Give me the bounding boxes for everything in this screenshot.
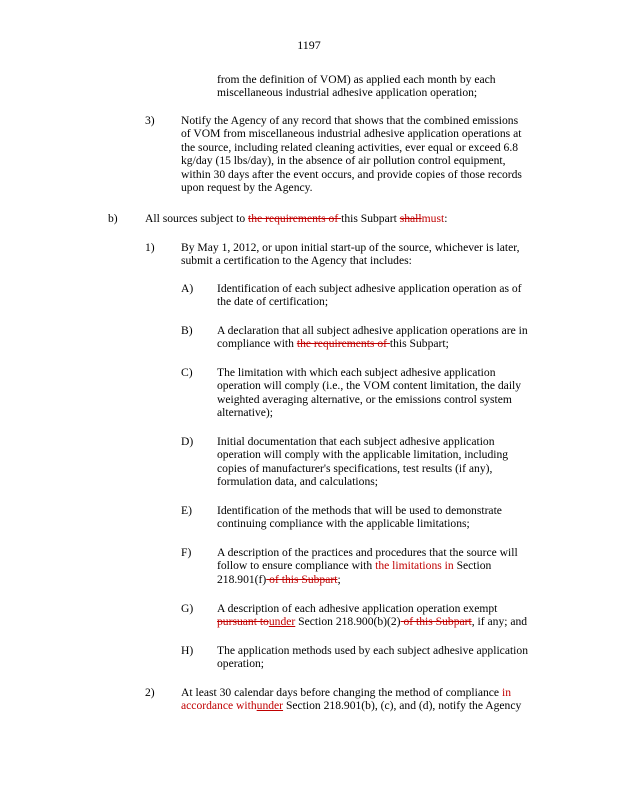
sub-d-label: D) (181, 435, 194, 448)
item-1-text: By May 1, 2012, or upon initial start-up of the source, whichever is later, submit a certification to the Agency that includes: (181, 241, 520, 268)
sub-b-text: A declaration that all subject adhesive application operations are in compliance with the requirements of this Subpart; (217, 324, 528, 351)
sub-a-label: A) (181, 282, 194, 295)
continuation-text: from the definition of VOM) as applied each month by each miscellaneous industrial adhesive application operation; (217, 73, 496, 100)
sub-h-label: H) (181, 644, 194, 657)
sub-g-text: A description of each adhesive application operation exempt pursuant tounder Section 218.900(b)(2) of this Subpart, if any; and (217, 602, 528, 629)
section-b-text: All sources subject to the requirements of this Subpart shallmust: (145, 212, 448, 225)
item-1-label: 1) (145, 241, 155, 254)
item-3-text: Notify the Agency of any record that shows that the combined emissions of VOM from miscellaneous industrial adhesive application operations at the source, including related cleaning activities, ever equal or exceed 6.8 kg/day (15 lbs/day), in the absence of air pollution control equipment, within 30 days after the event occurs, and provide copies of those records upon request by the Agency. (181, 114, 522, 195)
sub-f-text: A description of the practices and procedures that the source will follow to ensure compliance with the limitations in Section 218.901(f) of this Subpart; (217, 546, 518, 586)
sub-c-text: The limitation with which each subject adhesive application operation will comply (i.e., the VOM content limitation, the daily weighted averaging alternative, or the emissions control system alternative); (217, 366, 522, 420)
sub-a-text: Identification of each subject adhesive application operation as of the date of certification; (217, 282, 522, 309)
item-2-label: 2) (145, 686, 155, 699)
sub-c-label: C) (181, 366, 193, 379)
item-3-label: 3) (145, 114, 155, 127)
sub-b-label: B) (181, 324, 193, 337)
sub-e-label: E) (181, 504, 192, 517)
sub-f-label: F) (181, 546, 192, 559)
sub-h-text: The application methods used by each subject adhesive application operation; (217, 644, 528, 671)
sub-e-text: Identification of the methods that will be used to demonstrate continuing compliance with the applicable limitations; (217, 504, 502, 531)
item-2-text: At least 30 calendar days before changing the method of compliance in accordance withunder Section 218.901(b), (c), and (d), notify the Agency (181, 686, 522, 713)
section-b-label: b) (108, 212, 118, 225)
page-number: 1197 (297, 38, 321, 52)
sub-g-label: G) (181, 602, 194, 615)
sub-d-text: Initial documentation that each subject adhesive application operation will comply with the applicable limitation, including copies of manufacturer's specifications, test results (if any), formulation data, and calculations; (217, 435, 509, 489)
